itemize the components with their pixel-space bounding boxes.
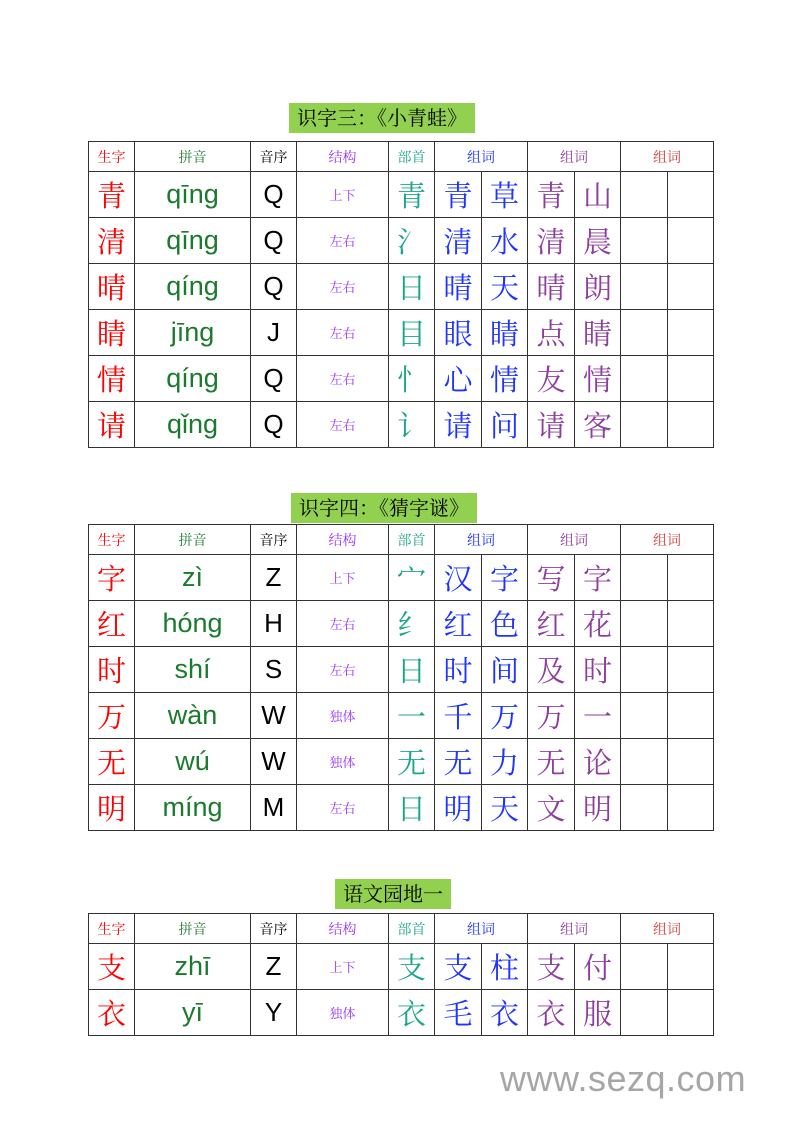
cell-character: 青 [89, 172, 135, 218]
cell-word2-a: 无 [528, 739, 575, 785]
cell-word3-a[interactable] [621, 264, 668, 310]
cell-structure: 上下 [297, 172, 389, 218]
cell-word2-a: 青 [528, 172, 575, 218]
cell-word1-a: 支 [435, 944, 482, 990]
cell-word1-b: 情 [482, 356, 528, 402]
table-row [89, 739, 714, 785]
cell-word2-b: 情 [575, 356, 621, 402]
cell-pinyin: shí [135, 647, 251, 693]
cell-word3-b[interactable] [668, 990, 714, 1036]
cell-character: 字 [89, 555, 135, 601]
cell-word1-b: 衣 [482, 990, 528, 1036]
cell-structure: 独体 [297, 693, 389, 739]
vocab-table-1 [88, 141, 714, 448]
cell-character: 衣 [89, 990, 135, 1036]
table-row [89, 310, 714, 356]
cell-radical: 目 [389, 310, 435, 356]
cell-word2-b: 论 [575, 739, 621, 785]
cell-word2-a: 红 [528, 601, 575, 647]
cell-word3-b[interactable] [668, 172, 714, 218]
cell-radical: 一 [389, 693, 435, 739]
header-bu-shou: 部首 [389, 914, 435, 944]
table-row [89, 601, 714, 647]
cell-initial: Q [251, 402, 297, 448]
cell-word1-a: 汉 [435, 555, 482, 601]
header-zu-ci-1: 组词 [435, 142, 528, 172]
cell-word2-a: 清 [528, 218, 575, 264]
header-pin-yin: 拼音 [135, 525, 251, 555]
cell-word1-a: 清 [435, 218, 482, 264]
cell-initial: H [251, 601, 297, 647]
cell-word1-a: 毛 [435, 990, 482, 1036]
cell-initial: Z [251, 944, 297, 990]
cell-radical: 衣 [389, 990, 435, 1036]
cell-structure: 左右 [297, 647, 389, 693]
cell-structure: 左右 [297, 601, 389, 647]
header-zu-ci-1: 组词 [435, 525, 528, 555]
cell-word3-b[interactable] [668, 264, 714, 310]
cell-pinyin: qīng [135, 218, 251, 264]
cell-character: 无 [89, 739, 135, 785]
cell-word1-a: 心 [435, 356, 482, 402]
cell-pinyin: qíng [135, 264, 251, 310]
cell-word1-a: 千 [435, 693, 482, 739]
cell-word3-b[interactable] [668, 555, 714, 601]
cell-word2-a: 支 [528, 944, 575, 990]
cell-pinyin: qīng [135, 172, 251, 218]
header-pin-yin: 拼音 [135, 914, 251, 944]
cell-word1-b: 问 [482, 402, 528, 448]
header-zu-ci-1: 组词 [435, 914, 528, 944]
cell-word2-a: 衣 [528, 990, 575, 1036]
header-sheng-zi: 生字 [89, 525, 135, 555]
cell-word2-b: 花 [575, 601, 621, 647]
header-jie-gou: 结构 [297, 142, 389, 172]
cell-structure: 左右 [297, 785, 389, 831]
cell-word2-a: 写 [528, 555, 575, 601]
cell-character: 时 [89, 647, 135, 693]
cell-word1-a: 红 [435, 601, 482, 647]
vocab-table-3 [88, 913, 714, 1036]
cell-word3-a[interactable] [621, 647, 668, 693]
cell-word1-b: 字 [482, 555, 528, 601]
cell-radical: 讠 [389, 402, 435, 448]
cell-structure: 左右 [297, 356, 389, 402]
table-row [89, 944, 714, 990]
cell-radical: 日 [389, 264, 435, 310]
cell-word2-a: 点 [528, 310, 575, 356]
header-bu-shou: 部首 [389, 525, 435, 555]
cell-initial: Z [251, 555, 297, 601]
cell-structure: 上下 [297, 944, 389, 990]
cell-word3-a[interactable] [621, 944, 668, 990]
cell-initial: Q [251, 264, 297, 310]
cell-word2-b: 朗 [575, 264, 621, 310]
cell-structure: 左右 [297, 310, 389, 356]
cell-word2-b: 客 [575, 402, 621, 448]
cell-initial: Q [251, 172, 297, 218]
cell-word3-b[interactable] [668, 693, 714, 739]
table-row [89, 172, 714, 218]
cell-word2-a: 友 [528, 356, 575, 402]
cell-pinyin: qíng [135, 356, 251, 402]
section-title-3: 语文园地一 [335, 879, 451, 909]
cell-initial: W [251, 739, 297, 785]
section-title-1: 识字三：《小青蛙》 [289, 103, 475, 133]
cell-word1-b: 天 [482, 264, 528, 310]
cell-word1-a: 晴 [435, 264, 482, 310]
cell-pinyin: wú [135, 739, 251, 785]
cell-radical: 忄 [389, 356, 435, 402]
cell-word3-a[interactable] [621, 310, 668, 356]
cell-word3-a[interactable] [621, 785, 668, 831]
cell-initial: M [251, 785, 297, 831]
table-row [89, 264, 714, 310]
cell-word3-b[interactable] [668, 647, 714, 693]
cell-word1-b: 间 [482, 647, 528, 693]
cell-character: 睛 [89, 310, 135, 356]
cell-word3-a[interactable] [621, 601, 668, 647]
cell-word2-a: 晴 [528, 264, 575, 310]
cell-word2-b: 一 [575, 693, 621, 739]
cell-word1-a: 无 [435, 739, 482, 785]
cell-word2-b: 睛 [575, 310, 621, 356]
cell-radical: 无 [389, 739, 435, 785]
header-row [89, 914, 714, 944]
cell-word2-a: 及 [528, 647, 575, 693]
cell-word1-b: 万 [482, 693, 528, 739]
header-sheng-zi: 生字 [89, 914, 135, 944]
cell-word3-a[interactable] [621, 739, 668, 785]
cell-character: 请 [89, 402, 135, 448]
table-row [89, 785, 714, 831]
cell-pinyin: míng [135, 785, 251, 831]
cell-character: 情 [89, 356, 135, 402]
cell-word2-a: 请 [528, 402, 575, 448]
cell-word3-b[interactable] [668, 356, 714, 402]
cell-pinyin: jīng [135, 310, 251, 356]
cell-pinyin: zhī [135, 944, 251, 990]
section-title-2: 识字四：《猜字谜》 [291, 493, 477, 523]
table-row [89, 218, 714, 264]
cell-word3-b[interactable] [668, 944, 714, 990]
cell-word3-a[interactable] [621, 356, 668, 402]
cell-structure: 上下 [297, 555, 389, 601]
header-yin-xu: 音序 [251, 142, 297, 172]
cell-radical: 纟 [389, 601, 435, 647]
cell-word1-a: 明 [435, 785, 482, 831]
cell-pinyin: wàn [135, 693, 251, 739]
cell-initial: S [251, 647, 297, 693]
table-row [89, 647, 714, 693]
cell-initial: Q [251, 356, 297, 402]
cell-pinyin: yī [135, 990, 251, 1036]
cell-word3-b[interactable] [668, 402, 714, 448]
vocab-table-2 [88, 524, 714, 831]
cell-word2-a: 万 [528, 693, 575, 739]
header-yin-xu: 音序 [251, 525, 297, 555]
cell-word3-a[interactable] [621, 172, 668, 218]
header-row [89, 142, 714, 172]
header-zu-ci-3: 组词 [621, 142, 714, 172]
cell-word1-b: 睛 [482, 310, 528, 356]
cell-radical: 日 [389, 785, 435, 831]
cell-character: 红 [89, 601, 135, 647]
cell-word3-b[interactable] [668, 785, 714, 831]
header-pin-yin: 拼音 [135, 142, 251, 172]
cell-character: 支 [89, 944, 135, 990]
cell-word2-b: 服 [575, 990, 621, 1036]
cell-structure: 左右 [297, 264, 389, 310]
cell-structure: 左右 [297, 402, 389, 448]
cell-radical: 支 [389, 944, 435, 990]
header-zu-ci-2: 组词 [528, 142, 621, 172]
cell-pinyin: zì [135, 555, 251, 601]
header-jie-gou: 结构 [297, 525, 389, 555]
header-jie-gou: 结构 [297, 914, 389, 944]
cell-character: 清 [89, 218, 135, 264]
cell-word1-b: 草 [482, 172, 528, 218]
cell-word1-b: 天 [482, 785, 528, 831]
cell-structure: 独体 [297, 990, 389, 1036]
cell-initial: J [251, 310, 297, 356]
cell-word2-b: 山 [575, 172, 621, 218]
header-row [89, 525, 714, 555]
cell-word3-a[interactable] [621, 693, 668, 739]
cell-radical: 宀 [389, 555, 435, 601]
table-row [89, 555, 714, 601]
cell-word3-b[interactable] [668, 310, 714, 356]
cell-character: 晴 [89, 264, 135, 310]
cell-word1-b: 色 [482, 601, 528, 647]
cell-word3-a[interactable] [621, 218, 668, 264]
header-zu-ci-2: 组词 [528, 914, 621, 944]
cell-word1-a: 时 [435, 647, 482, 693]
cell-word3-b[interactable] [668, 218, 714, 264]
cell-radical: 青 [389, 172, 435, 218]
table-row [89, 990, 714, 1036]
cell-word2-b: 晨 [575, 218, 621, 264]
table-row [89, 356, 714, 402]
cell-initial: W [251, 693, 297, 739]
header-sheng-zi: 生字 [89, 142, 135, 172]
table-row [89, 402, 714, 448]
cell-word2-b: 明 [575, 785, 621, 831]
cell-word1-b: 水 [482, 218, 528, 264]
cell-word2-a: 文 [528, 785, 575, 831]
header-bu-shou: 部首 [389, 142, 435, 172]
header-zu-ci-3: 组词 [621, 525, 714, 555]
cell-word2-b: 时 [575, 647, 621, 693]
cell-initial: Y [251, 990, 297, 1036]
cell-word2-b: 付 [575, 944, 621, 990]
cell-word3-a[interactable] [621, 555, 668, 601]
cell-pinyin: qǐng [135, 402, 251, 448]
cell-structure: 独体 [297, 739, 389, 785]
cell-word1-a: 眼 [435, 310, 482, 356]
cell-structure: 左右 [297, 218, 389, 264]
cell-radical: 氵 [389, 218, 435, 264]
cell-word3-b[interactable] [668, 601, 714, 647]
cell-character: 万 [89, 693, 135, 739]
cell-word3-a[interactable] [621, 990, 668, 1036]
cell-initial: Q [251, 218, 297, 264]
table-row [89, 693, 714, 739]
header-zu-ci-2: 组词 [528, 525, 621, 555]
watermark: www.sezq.com [500, 1058, 747, 1099]
cell-word3-b[interactable] [668, 739, 714, 785]
cell-word1-b: 力 [482, 739, 528, 785]
cell-word1-a: 请 [435, 402, 482, 448]
header-yin-xu: 音序 [251, 914, 297, 944]
cell-word3-a[interactable] [621, 402, 668, 448]
header-zu-ci-3: 组词 [621, 914, 714, 944]
cell-radical: 日 [389, 647, 435, 693]
cell-character: 明 [89, 785, 135, 831]
cell-pinyin: hóng [135, 601, 251, 647]
cell-word1-b: 柱 [482, 944, 528, 990]
cell-word2-b: 字 [575, 555, 621, 601]
cell-word1-a: 青 [435, 172, 482, 218]
